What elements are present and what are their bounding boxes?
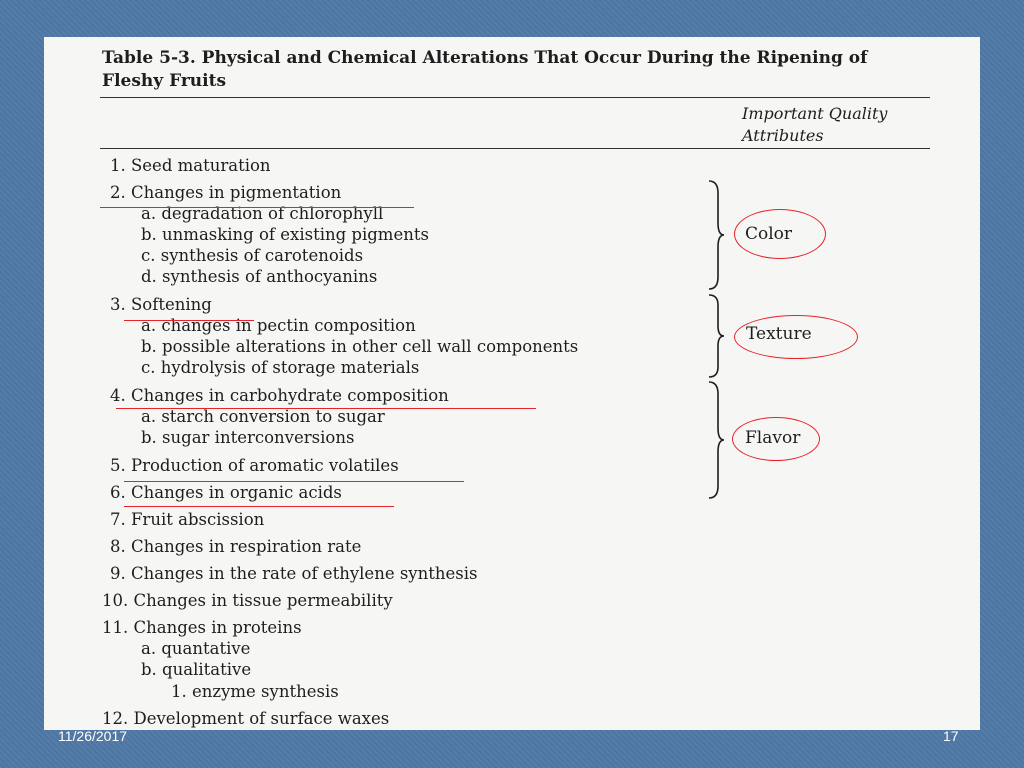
- list-subitem-11b: b. qualitative: [141, 660, 252, 679]
- list-item-8: 8. Changes in respiration rate: [110, 537, 362, 556]
- title-rule: [100, 97, 930, 98]
- column-header-line-2: Attributes: [742, 126, 824, 145]
- list-subitem-2a: a. degradation of chlorophyll: [141, 204, 384, 223]
- brace-flavor: [706, 380, 726, 500]
- list-subitem-2d: d. synthesis of anthocyanins: [141, 267, 378, 286]
- footer-page-number: 17: [943, 728, 959, 744]
- table-title: Table 5-3. Physical and Chemical Alterations That Occur During the Ripening of Fleshy Fruits: [102, 48, 868, 91]
- slide-page: [44, 37, 980, 730]
- list-item-3: 3. Softening: [110, 295, 212, 314]
- column-header-line-1: Important Quality: [742, 104, 888, 123]
- list-item-7: 7. Fruit abscission: [110, 510, 265, 529]
- header-rule: [100, 148, 930, 149]
- list-item-11: 11. Changes in proteins: [102, 618, 302, 637]
- list-item-9: 9. Changes in the rate of ethylene synthesis: [110, 564, 478, 583]
- list-item-6: 6. Changes in organic acids: [110, 483, 342, 502]
- attribute-flavor: Flavor: [745, 428, 801, 448]
- list-item-2: 2. Changes in pigmentation: [110, 183, 342, 202]
- list-subitem-4b: b. sugar interconversions: [141, 428, 355, 447]
- list-item-12: 12. Development of surface waxes: [102, 709, 390, 728]
- brace-color: [706, 179, 726, 291]
- footer-date: 11/26/2017: [58, 728, 128, 744]
- column-header: [742, 103, 887, 147]
- list-item-4: 4. Changes in carbohydrate composition: [110, 386, 449, 405]
- list-item-1: 1. Seed maturation: [110, 156, 271, 175]
- list-item-5: 5. Production of aromatic volatiles: [110, 456, 399, 475]
- attribute-color: Color: [745, 224, 793, 244]
- list-subitem-2b: b. unmasking of existing pigments: [141, 225, 429, 244]
- attribute-texture: Texture: [746, 324, 812, 344]
- list-subsubitem-11b1: 1. enzyme synthesis: [171, 682, 339, 701]
- annotation-underline-pigmentation: [100, 207, 414, 208]
- list-subitem-3a: a. changes in pectin composition: [141, 316, 416, 335]
- list-subitem-11a: a. quantative: [141, 639, 251, 658]
- list-subitem-2c: c. synthesis of carotenoids: [141, 246, 364, 265]
- brace-texture: [706, 293, 726, 379]
- annotation-underline-softening: [124, 320, 254, 321]
- list-subitem-3b: b. possible alterations in other cell wall components: [141, 337, 579, 356]
- annotation-underline-acids: [124, 506, 394, 507]
- list-item-10: 10. Changes in tissue permeability: [102, 591, 393, 610]
- annotation-underline-aromatic: [124, 481, 464, 482]
- list-subitem-3c: c. hydrolysis of storage materials: [141, 358, 420, 377]
- list-subitem-4a: a. starch conversion to sugar: [141, 407, 385, 426]
- annotation-underline-carbohydrate: [116, 408, 536, 409]
